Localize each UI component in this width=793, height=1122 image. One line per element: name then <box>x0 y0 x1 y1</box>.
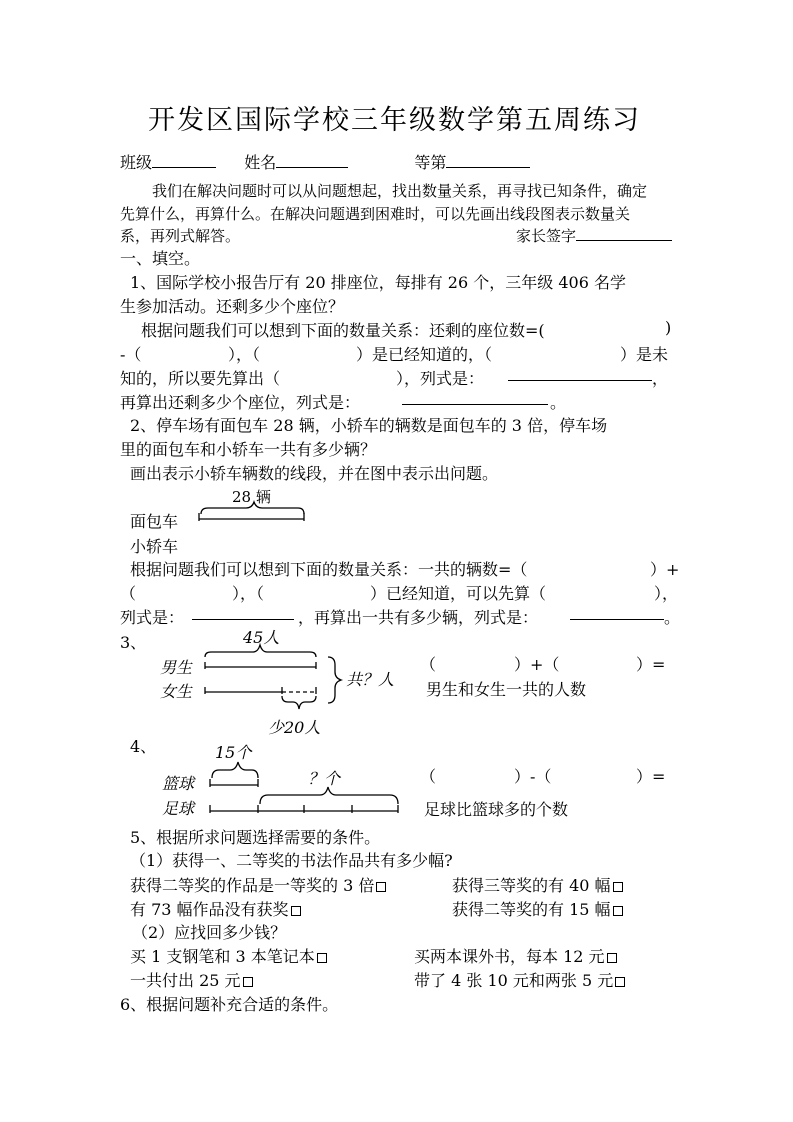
q6-title: 6、根据问题补充合适的条件。 <box>120 995 339 1014</box>
q1-line-5a: 知的，所以要先算出（ <box>120 369 281 388</box>
page-title: 开发区国际学校三年级数学第五周练习 <box>148 105 641 136</box>
q1-line-6a: 再算出还剩多少个座位，列式是： <box>120 393 361 412</box>
q5-option-8-text: 带了 4 张 10 元和两张 5 元 <box>414 971 614 990</box>
q5-option-3[interactable] <box>130 897 301 920</box>
q2-line-6a: 列式是： <box>120 608 185 627</box>
section-heading: 一、填空。 <box>120 249 201 268</box>
q2-formula-blank-2[interactable] <box>570 605 664 624</box>
q5-sub2: （2）应找回多少钱？ <box>132 923 287 942</box>
q2-line-6b: ，再算出一共有多少辆，列式是： <box>298 608 539 627</box>
q3-less-label: 少20人 <box>268 718 321 737</box>
q1-line-2: 生参加活动。还剩多少个座位？ <box>120 297 345 316</box>
parent-sign-label: 家长签字 <box>516 227 577 245</box>
q1-line-3a: 根据问题我们可以想到下面的数量关系：还剩的座位数=( <box>141 321 545 340</box>
q5-option-6-checkbox[interactable] <box>607 953 617 963</box>
q2-line-6c: 。 <box>664 608 681 627</box>
q5-sub1: （1）获得一、二等奖的书法作品共有多少幅? <box>130 851 453 870</box>
grade-label: 等第 <box>414 153 447 172</box>
intro-line-1: 我们在解决问题时可以从问题想起，找出数量关系，再寻找已知条件，确定 <box>152 182 648 200</box>
q5-option-2-checkbox[interactable] <box>613 882 623 892</box>
q4-eq-b: ）-（ <box>514 767 552 786</box>
q5-option-2-text: 获得三等奖的有 40 幅 <box>452 876 611 895</box>
q5-option-6-text: 买两本课外书，每本 12 元 <box>414 947 605 966</box>
q2-line-5a: （ <box>120 584 137 603</box>
q1-line-4c: ）是已经知道的，（ <box>356 345 493 364</box>
q5-option-5-checkbox[interactable] <box>317 953 327 963</box>
q5-option-5[interactable] <box>130 944 327 967</box>
parent-sign <box>516 225 672 246</box>
q5-option-6[interactable] <box>414 944 617 967</box>
q5-option-1-text: 获得二等奖的作品是一等奖的 3 倍 <box>130 876 375 895</box>
q1-line-6b: 。 <box>550 393 567 412</box>
q4-number: 4、 <box>130 737 157 756</box>
name-label: 姓名 <box>244 153 277 172</box>
q2-line-1: 2、停车场有面包车 28 辆，小轿车的辆数是面包车的 3 倍，停车场 <box>130 416 608 435</box>
q1-line-5c: ， <box>652 369 669 388</box>
q4-label-15: 15个 <box>215 743 252 762</box>
q5-option-2[interactable] <box>452 873 623 896</box>
q1-line-4d: ）是未 <box>620 345 669 364</box>
q4-result: 足球比篮球多的个数 <box>424 800 569 819</box>
q5-option-1-checkbox[interactable] <box>376 882 386 892</box>
q4-football-label: 足球 <box>162 799 195 818</box>
parent-sign-field[interactable] <box>576 226 672 241</box>
intro-line-2: 先算什么，再算什么。在解决问题遇到困难时，可以先画出线段图表示数量关 <box>120 205 631 223</box>
q4-label-q: ？个 <box>308 769 341 788</box>
q4-eq-c: ）= <box>636 767 666 786</box>
q4-eq-a: （ <box>420 767 437 786</box>
q2-line-2: 里的面包车和小轿车一共有多少辆？ <box>120 440 377 459</box>
header-row <box>120 150 530 173</box>
q3-right-brace <box>328 657 341 703</box>
q5-option-4-checkbox[interactable] <box>613 906 623 916</box>
q3-result: 男生和女生一共的人数 <box>426 680 587 699</box>
name-field[interactable] <box>276 153 348 168</box>
class-label: 班级 <box>120 153 153 172</box>
q5-option-3-text: 有 73 幅作品没有获奖 <box>130 900 289 919</box>
q5-option-7-text: 一共付出 25 元 <box>130 971 241 990</box>
q5-option-7[interactable] <box>130 968 253 991</box>
q2-line-5c: ）已经知道，可以先算（ <box>370 584 547 603</box>
q3-total-label: 共？人 <box>346 670 395 689</box>
q2-line-5d: ）， <box>654 584 679 603</box>
q2-formula-blank-1[interactable] <box>192 605 294 624</box>
q2-car-label: 小轿车 <box>130 537 179 556</box>
q3-eq-c: ）= <box>636 655 666 674</box>
q3-bottom-brace <box>282 696 316 709</box>
q5-title: 5、根据所求问题选择需要的条件。 <box>130 828 381 847</box>
q3-boys-label: 男生 <box>160 658 193 677</box>
q1-line-1: 1、国际学校小报告厅有 20 排座位，每排有 26 个，三年级 406 名学 <box>130 273 626 292</box>
q5-option-1[interactable] <box>130 873 386 896</box>
intro-line-3: 系，再列式解答。 <box>120 227 241 245</box>
q1-formula-blank-2[interactable] <box>402 390 548 409</box>
q2-van-label: 面包车 <box>130 512 179 531</box>
q3-eq-a: （ <box>420 655 437 674</box>
q5-option-4[interactable] <box>452 897 623 920</box>
q1-line-4a: -（ <box>120 345 142 364</box>
q3-girls-label: 女生 <box>160 682 193 701</box>
q5-option-5-text: 买 1 支钢笔和 3 本笔记本 <box>130 947 315 966</box>
q3-label-45: 45人 <box>243 628 280 647</box>
q4-basketball-brace <box>212 762 258 778</box>
q5-option-8-checkbox[interactable] <box>615 977 625 987</box>
q4-basketball-label: 篮球 <box>162 774 195 793</box>
q2-line-5b: ），（ <box>232 584 265 603</box>
q5-option-3-checkbox[interactable] <box>291 906 301 916</box>
q1-line-4b: ），（ <box>228 345 261 364</box>
grade-field[interactable] <box>446 153 530 168</box>
q2-line-3: 画出表示小轿车辆数的线段，并在图中表示出问题。 <box>130 464 499 483</box>
class-field[interactable] <box>152 153 216 168</box>
q1-formula-blank-1[interactable] <box>508 366 652 385</box>
q3-number: 3、 <box>120 633 147 652</box>
q1-line-3b: ) <box>665 318 672 337</box>
q5-option-7-checkbox[interactable] <box>243 977 253 987</box>
q2-line-4a: 根据问题我们可以想到下面的数量关系：一共的辆数=（ <box>130 560 528 579</box>
q3-eq-b: ）+（ <box>514 655 560 674</box>
q2-line-4b: ）+ <box>650 560 680 579</box>
q4-football-brace <box>260 787 398 804</box>
q1-line-5b: ），列式是： <box>396 369 485 388</box>
q5-option-4-text: 获得二等奖的有 15 幅 <box>452 900 611 919</box>
q2-label-28: 28 辆 <box>232 488 271 506</box>
q5-option-8[interactable] <box>414 968 625 991</box>
